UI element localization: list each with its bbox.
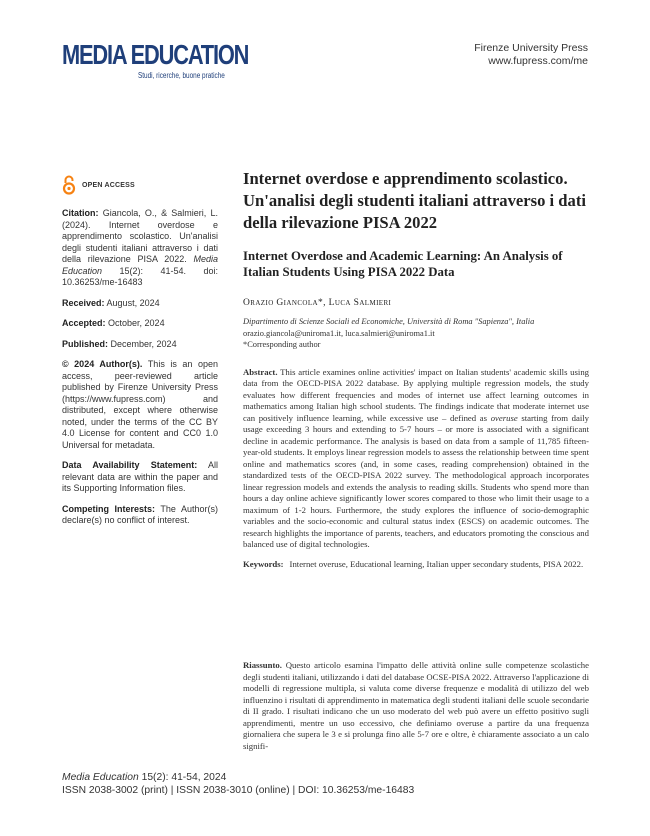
competing-interests [62,504,218,527]
open-access-icon [62,175,76,195]
abstract [243,367,589,551]
keywords-label: Keywords: [243,558,284,569]
affiliation [243,316,589,328]
abstract-italic: overuse [490,412,518,423]
copyright-text: This is an open access, peer-reviewed article published by Firenze University Press (https://www.fupress.com) and distributed, except where otherwise noted, under the terms of the CC BY 4.0 License for content and CC0 1.0 Universal for metadata. [62,359,218,450]
article-main [243,168,590,751]
received-label: Received: [62,297,105,308]
abstract-label: Abstract. [243,366,278,377]
page-footer [62,771,414,797]
citation-label: Citation: [62,208,99,218]
competing-interests-text: The Author(s) declare(s) no conflict of interest. [62,503,218,525]
corresponding-note: *Corresponding author [243,340,321,349]
published-label: Published: [62,338,109,349]
title-italian: Internet overdose e apprendimento scolastico. Un'analisi degli studenti italiani attraverso i dati della rilevazione PISA 2022 [243,169,586,232]
data-availability-label: Data Availability Statement: [62,460,198,470]
received-value: August, 2024 [106,297,160,308]
footer-journal-name: Media Education [62,772,139,783]
footer-journal-issue: 15(2): 41-54, 2024 [141,772,227,783]
affiliation-text: Dipartimento di Scienze Sociali ed Economiche, Università di Roma "Sapienza", Italia [243,317,535,326]
keywords [243,559,589,571]
authors: Orazio Giancola*, Luca Salmieri [243,298,392,308]
accepted-date [62,318,218,330]
published-value: December, 2024 [110,338,177,349]
journal-name: MEDIA EDUCATION [62,39,249,70]
competing-interests-label: Competing Interests: [62,503,156,514]
copyright-notice [62,359,218,451]
publisher-name: Firenze University Press [474,42,588,54]
footer-journal-ref [62,771,414,784]
article-metadata [62,208,218,536]
copyright-label: © 2024 Author(s). [62,359,143,369]
data-availability-text: All relevant data are within the paper and its Supporting Information files. [62,460,218,493]
journal-subtitle: Studi, ricerche, buone pratiche [138,71,225,80]
riassunto-text: Questo articolo esamina l'impatto delle attività online sulle competenze scolastiche degli studenti italiani, utilizzando i dati del database OCSE-PISA 2022. Attraverso l'applicazione di modelli di regressione multipla, si valuta come diverse frequenze e modalità di utilizzo del web influenzino i risultati di apprendimento in matematica degli studenti italiani delle scuole secondarie di II grado. I risultati indicano che un uso moderato del web può avere un effetto positivo sugli apprendimenti, mentre un uso eccessivo, che definiamo overuse a partire da una frequenza giornaliera che supera le 3 e si prolunga fino alle 5-7 ore e oltre, è chiaramente associato a un calo signifi- [243,660,589,751]
citation-text: Giancola, O., & Salmieri, L. (2024). Internet overdose e apprendimento scolastico. Un'analisi degli studenti italiani attraverso i dati della rilevazione PISA 2022. [62,208,218,264]
riassunto [243,660,589,754]
data-availability [62,460,218,495]
title-english: Internet Overdose and Academic Learning: An Analysis of Italian Students Using PISA 2022 Data [243,249,563,279]
affiliation-block [243,316,589,351]
publisher-info [474,42,588,68]
journal-logo [62,39,301,80]
footer-issn: ISSN 2038-3002 (print) | ISSN 2038-3010 (online) | DOI: 10.36253/me-16483 [62,785,415,796]
publisher-url[interactable]: www.fupress.com/me [488,55,588,67]
accepted-value: October, 2024 [108,318,165,328]
abstract-text-cont: starting from daily usage exceeding 3 hours and extending to 5-7 hours – or more is associated with a significant decline in academic performance. The analysis is based on data from a sample of 11,785 fifteen-year-old students. It employs linear regression models to assess the relationship between time spent online and mathematics scores (and, in some cases, reading comprehension) obtained in the standardized tests of the OECD-PISA 2022 survey. The methodological approach incorporates linear regression models and extends the analysis to reading skills. Students who spend more than hours a day online achieve significantly lower scores compared to those who limit their usage to a maximum of 1-2 hours. Furthermore, the study explores the influence of socio-demographic variables and the socio-economic and cultural status index (ESCS) on academic outcomes. The research highlights the importance of parents, teachers, and educators promoting the conscious and balanced use of digital technologies. [243,412,590,549]
accepted-label: Accepted: [62,318,106,328]
abstract-text: This article examines online activities' impact on Italian students' academic skills using data from the OECD-PISA 2022 database. By applying multiple regression models, the study evaluates how different frequencies and modes of internet use affect learning outcomes in mathematics among Italian high school students. The findings indicate that moderate internet use can positively influence learning, while excessive use – defined as [243,366,590,423]
riassunto-label: Riassunto. [243,660,282,670]
citation-tail: 15(2): 41-54. doi: 10.36253/me-16483 [62,265,218,287]
open-access-badge [62,175,135,195]
published-date [62,339,218,351]
open-access-label: OPEN ACCESS [82,181,135,189]
citation [62,208,218,289]
keywords-text: Internet overuse, Educational learning, Italian upper secondary students, PISA 2022. [289,558,584,569]
received-date [62,298,218,310]
citation-journal: Media Education [62,254,218,276]
author-emails[interactable]: orazio.giancola@uniroma1.it, luca.salmieri@uniroma1.it [243,328,435,338]
